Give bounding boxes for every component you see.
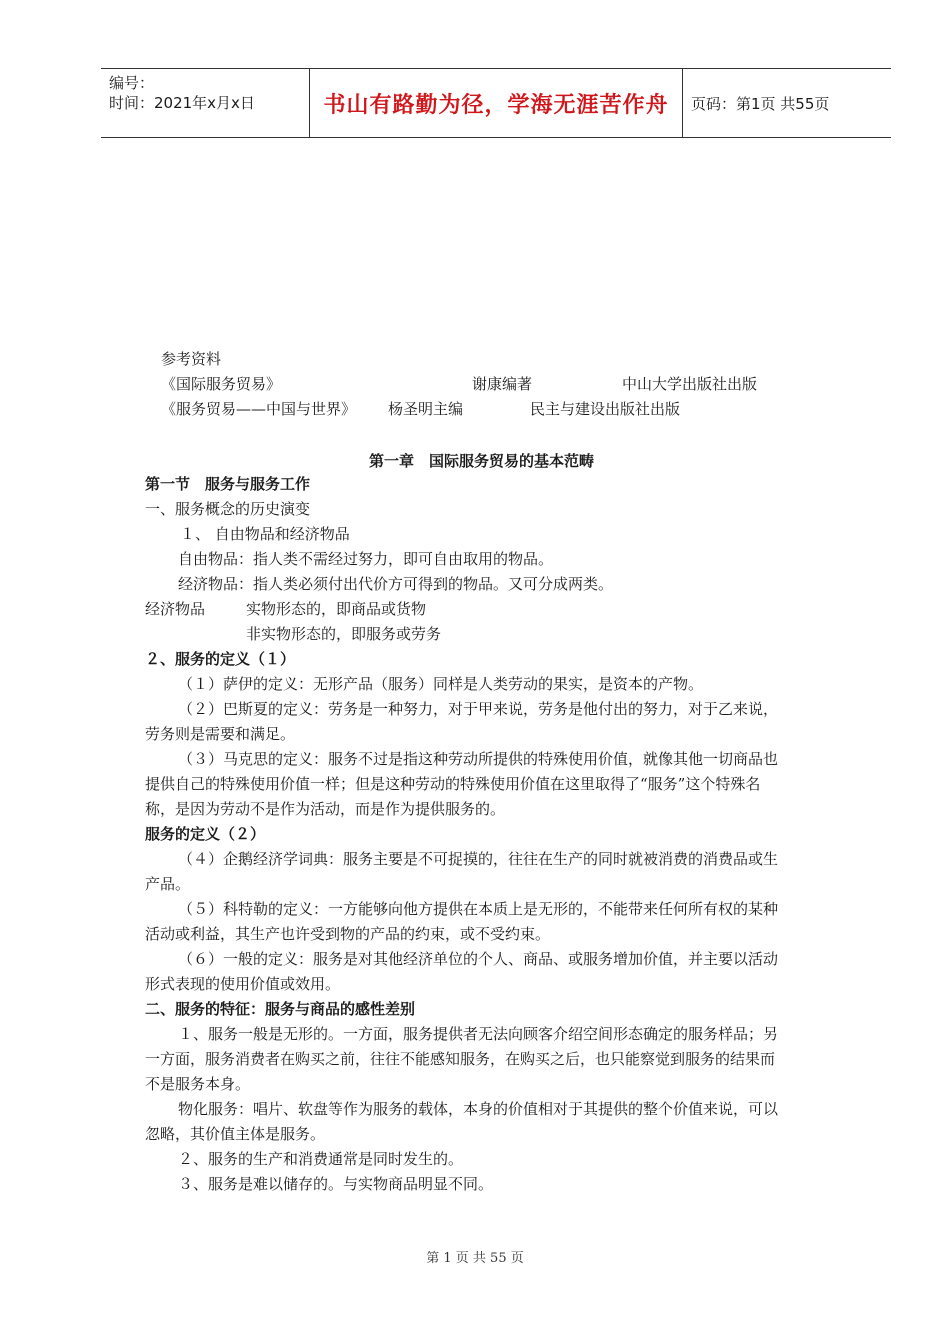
header-time: 时间：2021年x月x日 xyxy=(109,94,255,112)
free-goods: 自由物品：指人类不需经过努力，即可自由取用的物品。 xyxy=(178,550,554,568)
def-marx-3: 称，是因为劳动不是作为活动，而是作为提供服务的。 xyxy=(145,800,506,818)
section-title: 第一节 服务与服务工作 xyxy=(145,475,311,493)
s1-item1: １、 自由物品和经济物品 xyxy=(180,525,350,543)
header-page-info: 页码：第1页 共55页 xyxy=(691,94,830,113)
eg-type2: 非实物形态的，即服务或劳务 xyxy=(246,625,442,643)
def2-heading: 服务的定义（２） xyxy=(145,825,266,843)
eg-type1: 实物形态的，即商品或货物 xyxy=(246,600,427,618)
def-marx-1: （３）马克思的定义：服务不过是指这种劳动所提供的特殊使用价值，就像其他一切商品也 xyxy=(178,750,779,768)
def-bastiat-2: 劳务则是需要和满足。 xyxy=(145,725,296,743)
ref1-author: 谢康编著 xyxy=(472,375,533,393)
ref2-author: 杨圣明主编 xyxy=(388,400,464,418)
def-marx-2: 提供自己的特殊使用价值一样；但是这种劳动的特殊使用价值在这里取得了“服务”这个特殊名 xyxy=(145,775,761,793)
def-general-2: 形式表现的使用价值或效用。 xyxy=(145,975,341,993)
def-bastiat-1: （２）巴斯夏的定义：劳务是一种努力，对于甲来说，劳务是他付出的努力，对于乙来说， xyxy=(178,700,779,718)
feature3: ３、服务是难以储存的。与实物商品明显不同。 xyxy=(178,1175,494,1193)
header-motto: 书山有路勤为径，学海无涯苦作舟 xyxy=(310,69,683,137)
feature2: ２、服务的生产和消费通常是同时发生的。 xyxy=(178,1150,464,1168)
references-title: 参考资料 xyxy=(161,350,222,368)
materialized-2: 忽略，其价值主体是服务。 xyxy=(145,1125,326,1143)
def-say: （１）萨伊的定义：无形产品（服务）同样是人类劳动的果实，是资本的产物。 xyxy=(178,675,704,693)
ref1-publisher: 中山大学出版社出版 xyxy=(622,375,758,393)
feature1-3: 不是服务本身。 xyxy=(145,1075,251,1093)
header-meta xyxy=(101,69,310,137)
def-penguin-2: 产品。 xyxy=(145,875,191,893)
page-footer: 第 1 页 共 55 页 xyxy=(426,1251,524,1266)
feature1-2: 一方面，服务消费者在购买之前，往往不能感知服务，在购买之后，也只能察觉到服务的结果而 xyxy=(145,1050,776,1068)
header-number: 编号： xyxy=(109,74,155,92)
ref2-title: 《服务贸易——中国与世界》 xyxy=(161,400,357,418)
chapter-title: 第一章 国际服务贸易的基本范畴 xyxy=(369,452,595,470)
def-kotler-1: （５）科特勒的定义：一方能够向他方提供在本质上是无形的，不能带来任何所有权的某种 xyxy=(178,900,779,918)
materialized-1: 物化服务：唱片、软盘等作为服务的载体，本身的价值相对于其提供的整个价值来说，可以 xyxy=(178,1100,779,1118)
feature1-1: １、服务一般是无形的。一方面，服务提供者无法向顾客介绍空间形态确定的服务样品；另 xyxy=(178,1025,779,1043)
ref2-publisher: 民主与建设出版社出版 xyxy=(530,400,681,418)
eg-label: 经济物品 xyxy=(145,600,206,618)
def-kotler-2: 活动或利益，其生产也许受到物的产品的约束，或不受约束。 xyxy=(145,925,551,943)
def-general-1: （６）一般的定义：服务是对其他经济单位的个人、商品、或服务增加价值，并主要以活动 xyxy=(178,950,779,968)
header-table xyxy=(101,68,891,138)
s1-heading: 一、服务概念的历史演变 xyxy=(145,500,311,518)
def1-heading: ２、服务的定义（１） xyxy=(145,650,296,668)
s2-heading: 二、服务的特征：服务与商品的感性差别 xyxy=(145,1000,416,1018)
ref1-title: 《国际服务贸易》 xyxy=(161,375,282,393)
def-penguin-1: （４）企鹅经济学词典：服务主要是不可捉摸的，往往在生产的同时就被消费的消费品或生 xyxy=(178,850,779,868)
economic-goods: 经济物品：指人类必须付出代价方可得到的物品。又可分成两类。 xyxy=(178,575,614,593)
